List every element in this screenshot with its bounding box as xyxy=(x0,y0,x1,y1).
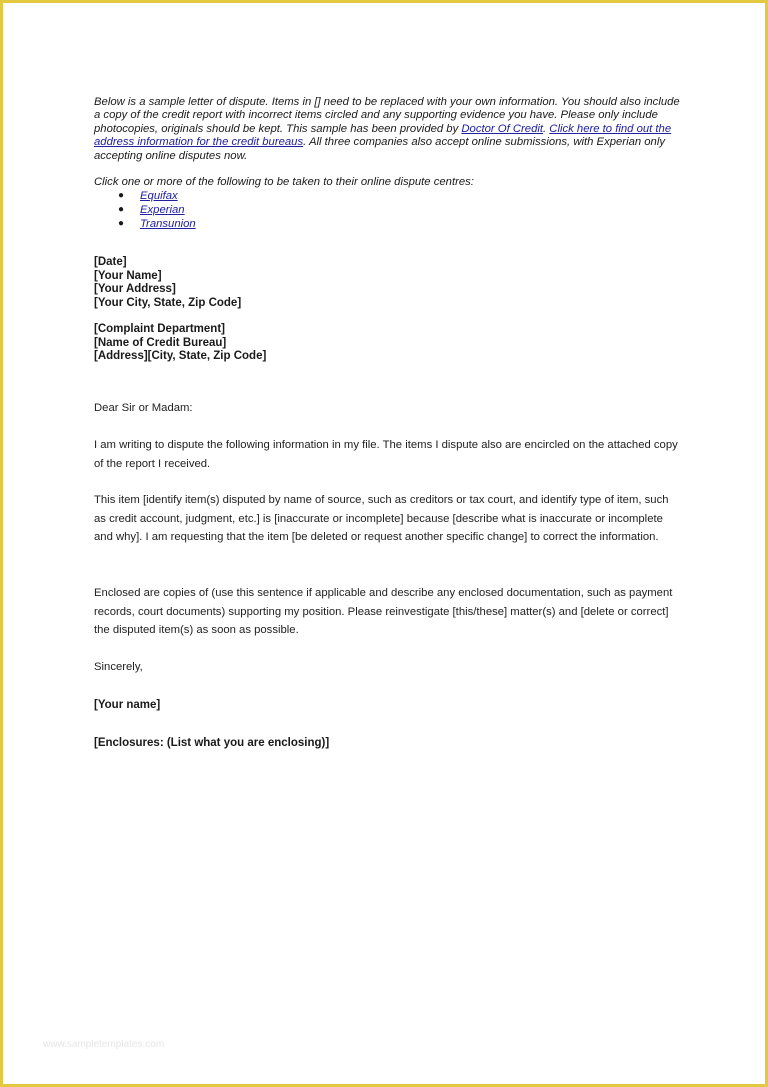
experian-link[interactable]: Experian xyxy=(140,204,185,217)
list-item xyxy=(118,217,684,231)
bullet-icon: ● xyxy=(118,190,125,202)
your-name-placeholder: [Your Name] xyxy=(94,269,162,282)
complaint-department-placeholder: [Complaint Department] xyxy=(94,323,225,335)
enclosures-placeholder: [Enclosures: (List what you are enclosing)] xyxy=(94,737,330,749)
intro-text-part3: . All three companies also accept online submissions, with Experian only accepting online disputes now. xyxy=(94,136,666,162)
letter-paragraph-2: This item [identify item(s) disputed by name of source, such as creditors or tax court, and identify type of item, such as credit account, judgment, etc.] is [inaccurate or incomplete] because [describe what is inaccurate or incomplete and why]. I am requesting that the item [be deleted or request another specific change] to correct the information. xyxy=(94,494,669,544)
bullet-icon: ● xyxy=(118,218,125,230)
doctor-of-credit-link[interactable]: Doctor Of Credit xyxy=(461,122,544,135)
transunion-link[interactable]: Transunion xyxy=(140,218,196,231)
your-address-placeholder: [Your Address] xyxy=(94,283,176,296)
bullet-icon: ● xyxy=(118,204,125,216)
closing: Sincerely, xyxy=(94,661,143,673)
address-info-link[interactable]: Click here to find out the address information for the credit bureaus xyxy=(94,122,672,149)
list-item xyxy=(118,203,684,217)
list-item xyxy=(118,189,684,203)
bureau-address-placeholder: [Address][City, State, Zip Code] xyxy=(94,350,267,363)
equifax-link[interactable]: Equifax xyxy=(140,190,178,203)
intro-paragraph xyxy=(94,96,684,163)
recipient-block xyxy=(94,323,494,364)
intro-text-part2: . xyxy=(543,122,550,135)
signature-placeholder: [Your name] xyxy=(94,699,161,711)
watermark: www.sampletemplates.com xyxy=(43,1039,165,1050)
bureau-list xyxy=(94,189,684,231)
intro-section xyxy=(94,96,684,231)
credit-bureau-name-placeholder: [Name of Credit Bureau] xyxy=(94,336,227,349)
date-placeholder: [Date] xyxy=(94,256,127,268)
letter-paragraph-1: I am writing to dispute the following information in my file. The items I dispute also are encircled on the attached copy of the report I received. xyxy=(94,439,678,470)
sender-block xyxy=(94,256,494,310)
intro-text-part1: Below is a sample letter of dispute. Items in [] need to be replaced with your own information. You should also include a copy of the credit report with incorrect items circled and any supporting evidence you have. Please only include photocopies, originals should be kept. This sample has been provided by xyxy=(94,96,680,135)
letter-paragraph-3: Enclosed are copies of (use this sentence if applicable and describe any enclosed documentation, such as payment records, court documents) supporting my position. Please reinvestigate [this/these] matter(s) and [delete or correct] the disputed item(s) as soon as possible. xyxy=(94,587,673,637)
choose-bureau-text: Click one or more of the following to be taken to their online dispute centres: xyxy=(94,176,474,189)
salutation: Dear Sir or Madam: xyxy=(94,402,193,414)
your-city-placeholder: [Your City, State, Zip Code] xyxy=(94,296,242,309)
